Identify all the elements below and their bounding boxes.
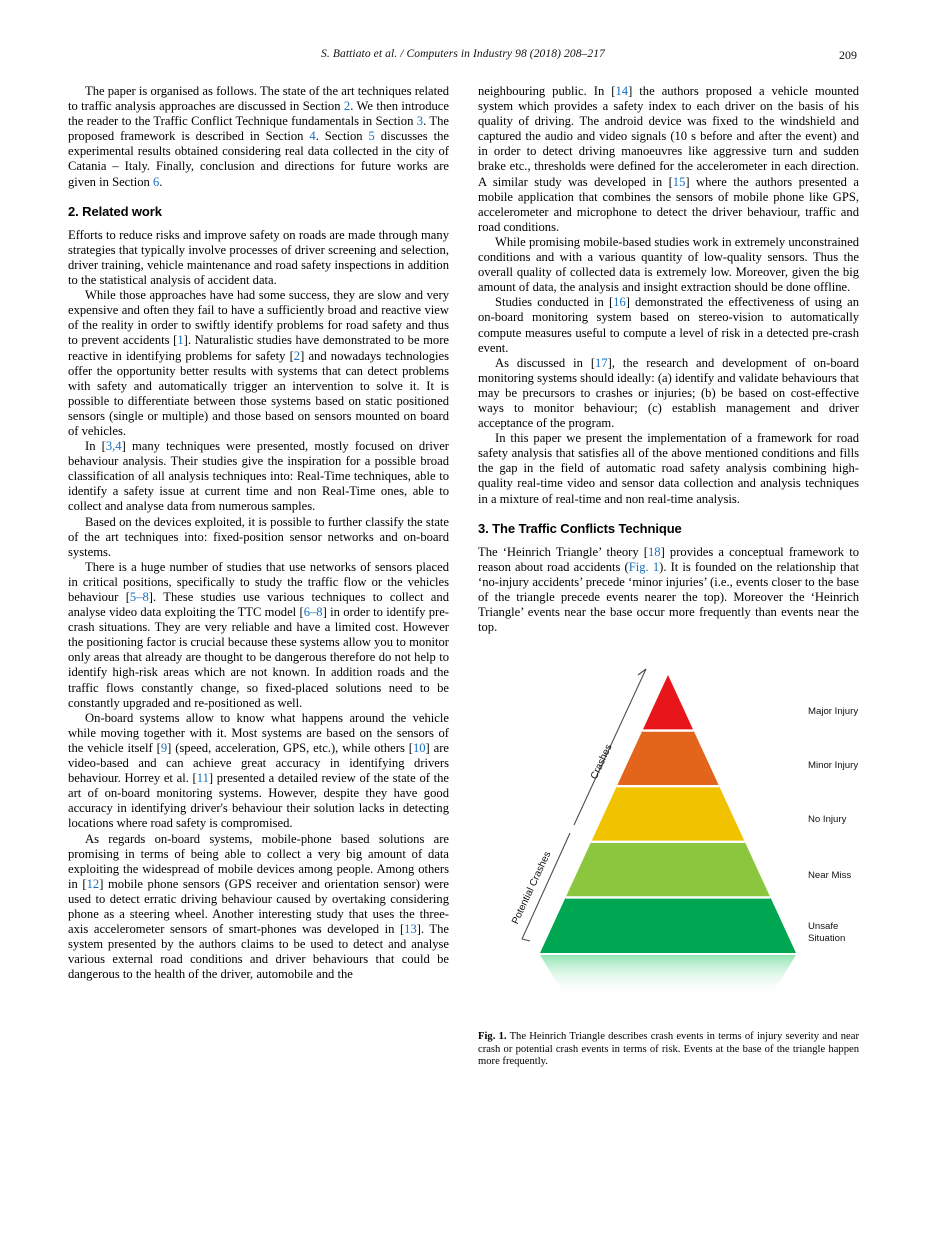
ref-link-section6[interactable]: 6 — [153, 174, 160, 189]
text-run: The paper is organised as follows. The state of the art techniques related to traffic analysis approaches are discussed in Section — [68, 84, 449, 114]
text-run: ] the authors proposed a vehicle mounted system which provides a safety index to each driver on the basis of his quality of driving. The android device was fixed to the windshield and captured the audio and video signals (10 s before and after the event) and in order to detect driving manoeuvres like aggressive turn and sudden brake etc., thresholds were defined for the accelerometer in each direction. A similar study was developed in [ — [478, 84, 859, 189]
text-run: ). It is founded on the relationship that ‘no-injury accidents’ precede ‘minor injuries’ (i.e., events closer to the base of the triangle precede events nearer the top). Moreover the ‘Heinrich Triangle’ events near the base occur more frequently than events near the top. — [478, 559, 859, 635]
ref-link-3-4[interactable]: 3,4 — [105, 439, 122, 454]
paragraph-devices: Based on the devices exploited, it is possible to further classify the state of the art techniques into: fixed-position sensor networks and on-board systems. — [68, 514, 449, 559]
paragraph-approaches — [68, 288, 449, 439]
text-run: ] and nowadays technologies offer the opportunity better results with systems that can detect problems with safety and automatically trigger an intervention to solve it. It is possible to differentiate between those systems based on static positioned sensors (single or multiple) and those based on sensors mounted on board of vehicles. — [68, 348, 449, 438]
figure-1-image — [478, 653, 859, 1023]
ref-link-fig1[interactable]: Fig. 1 — [628, 559, 660, 574]
text-run: ]. Naturalistic studies have demonstrated to be more reactive in identifying problems for safety [ — [68, 333, 449, 363]
paragraph-research-development — [478, 356, 859, 431]
ref-link-2[interactable]: 2 — [293, 348, 301, 363]
text-run: . Section — [315, 129, 369, 144]
text-run: As discussed in [ — [495, 355, 596, 370]
paragraph-neighbouring-public — [478, 84, 859, 235]
ref-link-6-8[interactable]: 6–8 — [303, 605, 323, 620]
heading-related-work: 2. Related work — [68, 203, 162, 219]
label-potential-crashes: Potential Crashes — [510, 850, 554, 927]
paragraph-efforts: Efforts to reduce risks and improve safety on roads are made through many strategies that typically involve processes of driver screening and selection, driver training, vehicle maintenance and road safety inspections in addition to the statistical analysis of accident data. — [68, 227, 449, 288]
text-run: . The proposed framework is described in Section — [68, 114, 449, 144]
pyramid-reflection — [540, 955, 796, 997]
paragraph-mobile-quality: While promising mobile-based studies work in extremely unconstrained conditions and with a various quantity of low-quality sensors. Thus the overall quality of collected data is extremely low. Moreover, given the big amount of data, the analysis and insight extraction should be done offline. — [478, 234, 859, 295]
ref-link-16[interactable]: 16 — [613, 295, 626, 310]
label-unsafe-situation-line2: Situation — [808, 933, 846, 945]
ref-link-10[interactable]: 10 — [412, 740, 426, 755]
running-head: S. Battiato et al. / Computers in Industry 98 (2018) 208–217 — [321, 48, 605, 60]
ref-link-18[interactable]: 18 — [647, 544, 661, 559]
tier-near-miss — [566, 842, 771, 898]
ref-link-11[interactable]: 11 — [196, 771, 209, 786]
text-run: ]. The system presented by the authors claims to be used to detect and analyse various external road conditions and driver behaviours that could be dangerous to the health of the driver, automobile and the — [68, 922, 449, 982]
paragraph-organisation — [68, 84, 449, 190]
ref-link-17[interactable]: 17 — [595, 355, 608, 370]
label-major-injury: Major Injury — [808, 706, 859, 718]
ref-link-9[interactable]: 9 — [160, 740, 168, 755]
tier-minor-injury — [617, 731, 719, 787]
figure-1-caption — [478, 1031, 859, 1069]
text-run: ] provides a conceptual framework to reason about road accidents ( — [478, 544, 859, 574]
figure-1-caption-text: The Heinrich Triangle describes crash events in terms of injury severity and near crash or potential crash events in terms of risk. Events at the base of the triangle happen more frequently. — [478, 1031, 859, 1068]
tier-major-injury — [642, 675, 693, 731]
ref-link-15[interactable]: 15 — [672, 174, 686, 189]
paragraph-framework: In this paper we present the implementation of a framework for road safety analysis that satisfies all of the above mentioned conditions and fills the gap in the field of automatic road safety analysis combining high-quality real-time video and sensor data collection and analysis techniques in a mixture of real-time and non real-time analysis. — [478, 431, 859, 506]
tier-no-injury — [591, 786, 745, 842]
heading-traffic-conflicts-technique: 3. The Traffic Conflicts Technique — [478, 520, 682, 536]
figure-1-label: Fig. 1. — [478, 1031, 507, 1043]
figure-1 — [478, 653, 859, 1069]
label-unsafe-situation-line1: Unsafe — [808, 921, 839, 933]
paragraph-stereo-vision — [478, 295, 859, 355]
text-run: ] in order to identify pre-crash situations. They are very reliable and have a limited cost. However the positioning factor is crucial because these systems allow you to monitor only areas that already are thought to be dangerous therefore do not help to identify high-risk areas which are not known. In addition roads and the traffic flows constantly change, so fixed-placed solutions need to be constantly upgraded and re-positioned as well. — [68, 605, 450, 710]
ref-link-section4[interactable]: 4 — [309, 129, 316, 144]
label-near-miss: Near Miss — [808, 870, 852, 882]
text-run: ], the research and development of on-board monitoring systems should ideally: (a) identify and validate behaviours that may be precursors to crashes or injuries; (b) be based on cost-effective ways to monitor behaviour; (c) establish management and driver acceptance of the program. — [478, 355, 860, 431]
text-run: neighbouring public. In [ — [478, 84, 616, 98]
text-run: . — [159, 174, 163, 189]
left-column — [68, 84, 449, 982]
text-run: As regards on-board systems, mobile-phone based solutions are promising in terms of being able to collect a very big amount of data exploiting the widespread of mobile devices among people. Among others in [ — [68, 831, 449, 891]
text-run: ] (speed, acceleration, GPS, etc.), while others [ — [167, 740, 413, 755]
paragraph-techniques — [68, 439, 449, 514]
text-run: On-board systems allow to know what happens around the vehicle while moving together with it. Most systems are based on the sensors of the vehicle itself [ — [68, 710, 449, 755]
text-run: ] where the authors presented a mobile application that combines the sensors of mobile phone like GPS, accelerometer and microphone to detect the driver behaviour, traffic and road conditions. — [478, 174, 859, 234]
text-run: ] are video-based and can achieve great accuracy in identifying drivers behaviour. Horrey et al. [ — [68, 740, 449, 786]
ref-link-section2[interactable]: 2 — [343, 99, 351, 114]
text-run: ]. These studies use various techniques to collect and analyse video data exploiting the TTC model [ — [68, 590, 449, 620]
text-run: . We then introduce the reader to the Traffic Conflict Technique fundamentals in Section — [68, 99, 449, 129]
paragraph-heinrich-triangle — [478, 545, 859, 636]
text-run: ] presented a detailed review of the state of the art of on-board monitoring systems. However, despite they have good accuracy in identifying driver's behaviour their solution lacks in detecting locations where road safety is compromised. — [68, 771, 450, 831]
ref-link-section3[interactable]: 3 — [416, 114, 424, 129]
text-run: ] many techniques were presented, mostly focused on driver behaviour analysis. Their studies give the inspiration for a possible broad classification of all analysis techniques into: Real-Time techniques, able to identify a safety issue at current time and non Real-Time ones, able to collect and analyse data from numerous samples. — [68, 439, 449, 514]
tier-unsafe-situation — [540, 898, 796, 954]
page-number: 209 — [839, 48, 857, 62]
ref-link-13[interactable]: 13 — [404, 922, 417, 937]
text-run: In [ — [85, 439, 106, 454]
paragraph-mobile-phone — [68, 832, 449, 983]
text-run: Studies conducted in [ — [495, 295, 614, 310]
text-run: ] demonstrated the effectiveness of using an on-board monitoring system based on stereo-vision to automatically compute measures useful to compute a level of risk in a detected pre-crash event. — [478, 295, 859, 355]
ref-link-section5[interactable]: 5 — [368, 129, 375, 144]
ref-link-12[interactable]: 12 — [86, 876, 100, 891]
label-crashes: Crashes — [588, 743, 615, 782]
paragraph-sensor-networks — [68, 560, 449, 711]
paragraph-onboard-systems — [68, 711, 449, 832]
text-run: The ‘Heinrich Triangle’ theory [ — [478, 544, 648, 559]
ref-link-14[interactable]: 14 — [615, 84, 629, 98]
text-run: discusses the experimental results obtained considering real data collected in the city of Catania – Italy. Finally, conclusion and directions for future works are given in Section — [68, 129, 450, 189]
text-run: There is a huge number of studies that use networks of sensors placed in critical positions, specifically to study the traffic flow or the vehicles behaviour [ — [68, 559, 449, 604]
text-run: While those approaches have had some success, they are slow and very expensive and often they fail to have a sufficiently broad and reactive view of the reality in order to swiftly identify problems for road safety and thus to prevent accidents [ — [68, 288, 449, 348]
label-no-injury: No Injury — [808, 814, 847, 826]
text-run: ] mobile phone sensors (GPS receiver and orientation sensor) were used to detect erratic driving behaviour caused by overtaking considering phone as a steering wheel. Another interesting study that uses the three-axis accelerometer sensors of smart-phones was developed in [ — [68, 876, 449, 937]
label-minor-injury: Minor Injury — [808, 760, 859, 772]
ref-link-1[interactable]: 1 — [177, 333, 184, 348]
right-column — [478, 84, 859, 1069]
ref-link-5-8[interactable]: 5–8 — [129, 590, 149, 604]
heinrich-triangle-graphic — [478, 653, 859, 1023]
